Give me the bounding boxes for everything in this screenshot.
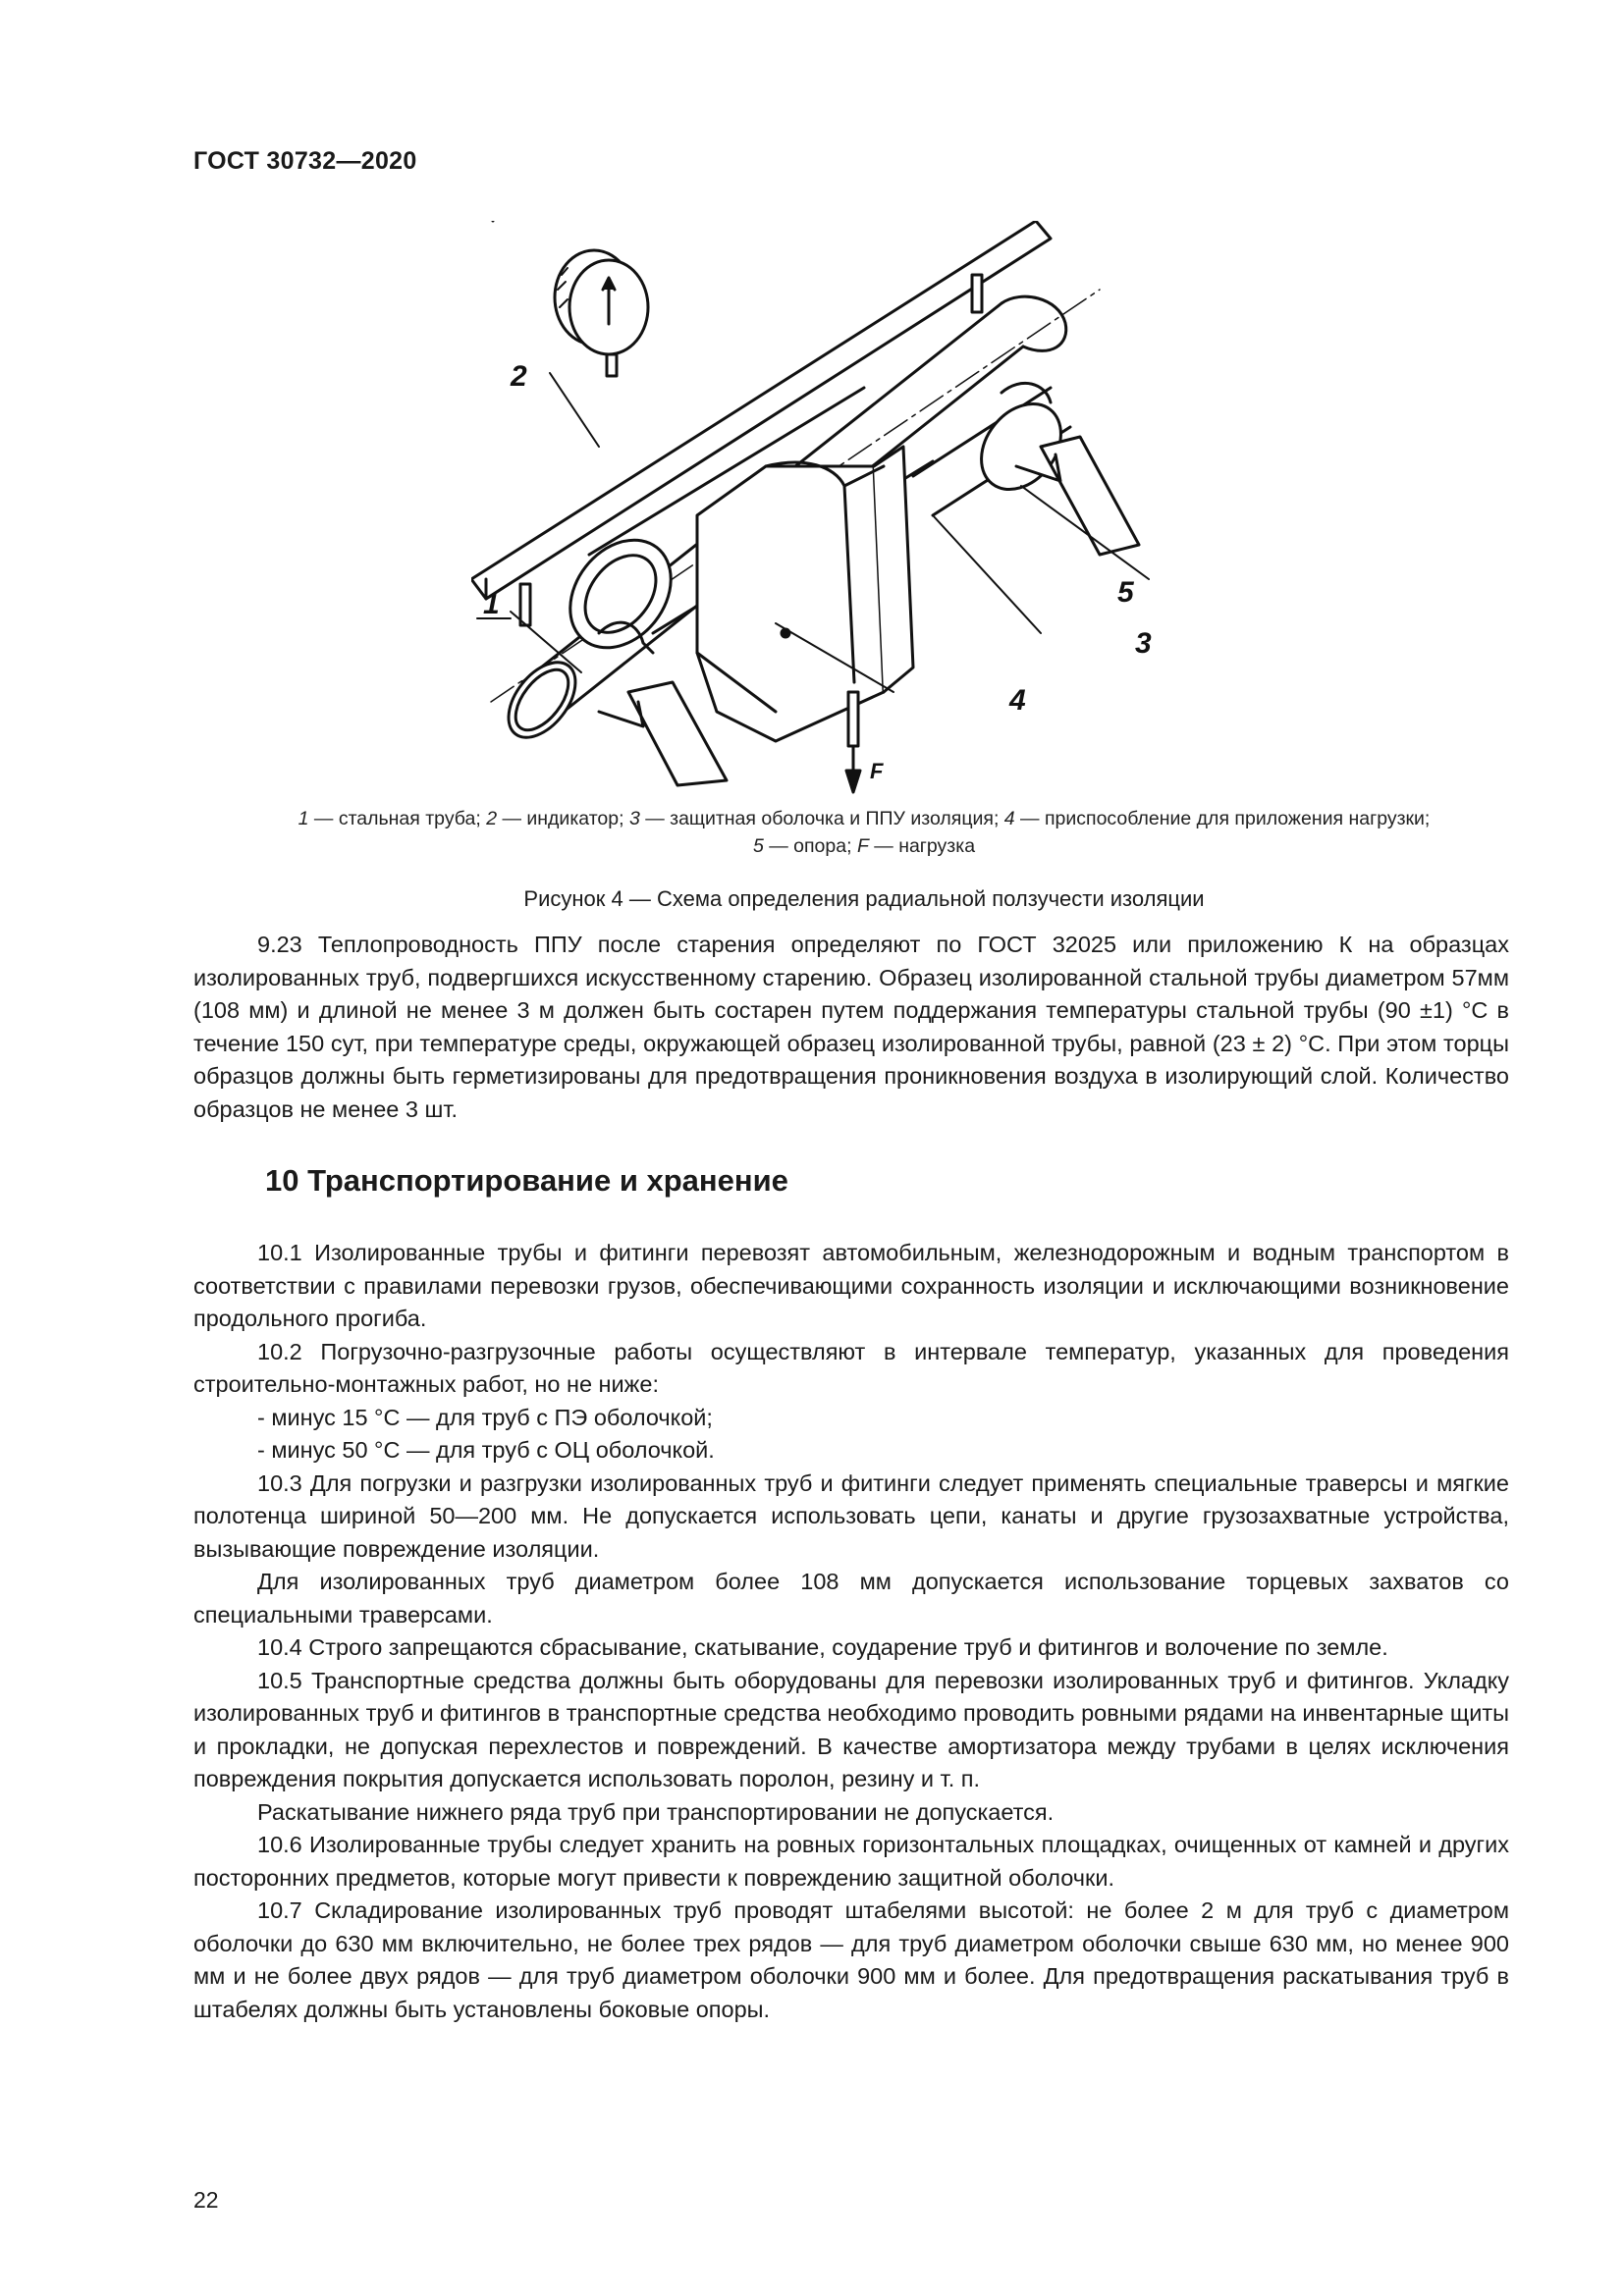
paragraph: 10.6 Изолированные трубы следует хранить на ровных горизонтальных площадках, очищенных от камней и других посторонних предметов, которые могут привести к повреждению защитной оболочки. bbox=[193, 1832, 1509, 1891]
figure-label: 2 bbox=[511, 360, 527, 393]
paragraph: 10.5 Транспортные средства должны быть оборудованы для перевозки изолированных труб и фитингов. Укладку изолированных труб и фитингов в транспортные средства необходимо проводить ровными рядами на инвентарные щиты и прокладки, не допуская перехлестов и повреждений. В качестве амортизатора между трубами в целях исключения повреждения покрытия допускается использовать поролон, резину и т. п. bbox=[193, 1667, 1509, 1791]
figure-label: 1 bbox=[483, 588, 500, 620]
paragraph: 10.3 Для погрузки и разгрузки изолированных труб и фитинги следует применять специальные траверсы и мягкие полотенца шириной 50—200 мм. Не допускается использовать цепи, канаты и другие грузозахватные устройства, вызывающие повреждение изоляции. bbox=[193, 1469, 1509, 1562]
page-number: 22 bbox=[193, 2187, 219, 2213]
figure-radial-creep-scheme bbox=[471, 221, 1276, 800]
pipe-support-left bbox=[599, 682, 727, 785]
section-9-text bbox=[193, 929, 1509, 1126]
legend-line-1: 1 — стальная труба; 2 — индикатор; 3 — защитная оболочка и ППУ изоляция; 4 — приспособление для приложения нагрузки; bbox=[298, 808, 1431, 829]
paragraph: 10.1 Изолированные трубы и фитинги перевозят автомобильным, железнодорожным и водным транспортом в соответствии с правилами перевозки грузов, обеспечивающими сохранность изоляции и исключающими возникновение продольного прогиба. bbox=[193, 1240, 1509, 1331]
section-title: 10 Транспортирование и хранение bbox=[265, 1163, 788, 1198]
figure-caption: Рисунок 4 — Схема определения радиальной ползучести изоляции bbox=[523, 886, 1205, 911]
section-10-text bbox=[193, 1237, 1509, 2026]
figure-legend bbox=[187, 805, 1542, 860]
paragraph: 9.23 Теплопроводность ППУ после старения определяют по ГОСТ 32025 или приложению К на образцах изолированных труб, подвергшихся искусственному старению. Образец изолированной стальной трубы диаметром 57мм (108 мм) и длиной не менее 3 м должен быть состарен путем поддержания температуры стальной трубы (90 ±1) °С в течение 150 сут, при температуре среды, окружающей образец изолированной трубы, равной (23 ± 2) °С. При этом торцы образцов должны быть герметизированы для предотвращения проникновения воздуха в изолирующий слой. Количество образцов не менее 3 шт. bbox=[193, 932, 1509, 1122]
load-arrow bbox=[846, 771, 860, 792]
figure-label: 4 bbox=[1009, 684, 1026, 717]
figure-label: 3 bbox=[1135, 627, 1152, 660]
paragraph: Для изолированных труб диаметром более 108 мм допускается использование торцевых захватов со специальными траверсами. bbox=[193, 1569, 1509, 1628]
paragraph: 10.2 Погрузочно-разгрузочные работы осуществляют в интервале температур, указанных для проведения строительно-монтажных работ, но не ниже: bbox=[193, 1338, 1509, 1397]
list-item: - минус 15 °С — для труб с ПЭ оболочкой; bbox=[257, 1404, 713, 1430]
paragraph: 10.4 Строго запрещаются сбрасывание, скатывание, соударение труб и фитингов и волочение по земле. bbox=[257, 1634, 1388, 1660]
document-code: ГОСТ 30732—2020 bbox=[193, 147, 417, 175]
paragraph: Раскатывание нижнего ряда труб при транспортировании не допускается. bbox=[257, 1798, 1055, 1825]
steel-pipe-body bbox=[1001, 296, 1066, 350]
figure-label: F bbox=[870, 759, 884, 783]
figure-label: 5 bbox=[1117, 576, 1134, 609]
paragraph: 10.7 Складирование изолированных труб проводят штабелями высотой: не более 2 м для труб с диаметром оболочки до 630 мм включительно, не более трех рядов — для труб диаметром оболочки свыше 630 мм, но менее 900 мм и не более двух рядов — для труб диаметром оболочки 900 мм и более. Для предотвращения раскатывания труб в штабелях должны быть установлены боковые опоры. bbox=[193, 1897, 1509, 2022]
list-item: - минус 50 °С — для труб с ОЦ оболочкой. bbox=[257, 1437, 715, 1463]
legend-line-2: 5 — опора; F — нагрузка bbox=[752, 835, 976, 857]
